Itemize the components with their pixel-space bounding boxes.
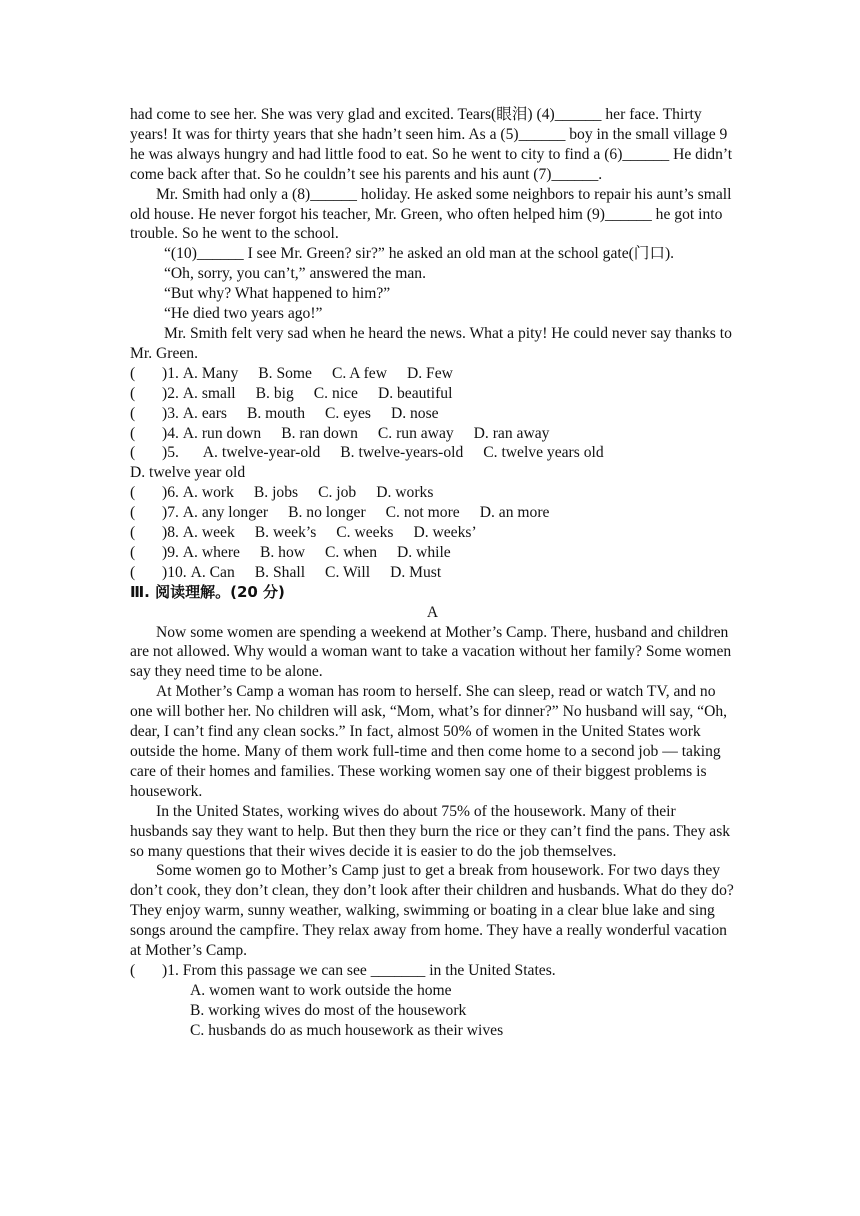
reading-option-b: B. working wives do most of the housework — [190, 1001, 467, 1019]
passage-paragraph-4: Some women go to Mother’s Camp just to get a break from housework. For two days they don’t cook, they don’t clean, they don’t look after their children and husbands. What do they do? They enjoy warm, sunny weather, walking, swimming or boating in a clear blue lake and sing songs around the campfire. They relax away from home. They have a really wonderful vacation at Mother’s Camp. — [130, 862, 734, 960]
section-heading-reading: Ⅲ. 阅读理解。(20 分) — [130, 582, 285, 601]
question-row: ( )1. A. Many B. Some C. A few D. Few — [130, 364, 453, 382]
question-row: ( )7. A. any longer B. no longer C. not more D. an more — [130, 504, 550, 522]
story-paragraph-1: had come to see her. She was very glad and excited. Tears(眼泪) (4)______ her face. Thirty years! It was for thirty years that she hadn’t seen him. As a (5)______ boy in the small village 9 he was always hungry and had little food to eat. So he went to city to find a (6)______ He didn’t come back after that. So he couldn’t see his parents and his aunt (7)______. — [130, 106, 733, 183]
question-row: ( )8. A. week B. week’s C. weeks D. weeks’ — [130, 524, 477, 542]
dialogue-line-1: “Oh, sorry, you can’t,” answered the man. — [164, 265, 426, 283]
story-paragraph-2: Mr. Smith had only a (8)______ holiday. He asked some neighbors to repair his aunt’s small old house. He never forgot his teacher, Mr. Green, who often helped him (9)______ he got into trouble. So he went to the school. — [130, 185, 732, 243]
cloze-questions — [130, 364, 735, 583]
passage-label: A — [426, 603, 439, 621]
question-row: ( )2. A. small B. big C. nice D. beautiful — [130, 384, 453, 402]
passage-paragraph-3: In the United States, working wives do about 75% of the housework. Many of their husbands say they want to help. But then they burn the rice or they can’t find the pans. They ask so many questions that their wives decide it is easier to do the job themselves. — [130, 802, 731, 860]
reading-question-1: ( )1. From this passage we can see _______ in the United States. — [130, 961, 556, 979]
passage-paragraph-2: At Mother’s Camp a woman has room to herself. She can sleep, read or watch TV, and no one will bother her. No children will ask, “Mom, what’s for dinner?” No husband will say, “Oh, dear, I can’t find any clean socks.” In fact, almost 50% of women in the United States work outside the home. Many of them work full-time and then come home to a second job — taking care of their homes and families. These working women say one of their biggest problems is housework. — [130, 683, 728, 800]
question-row: ( )5. A. twelve-year-old B. twelve-years-old C. twelve years oldD. twelve year old — [130, 444, 604, 482]
passage-paragraph-1: Now some women are spending a weekend at Mother’s Camp. There, husband and children are not allowed. Why would a woman want to take a vacation without her family? Some women say they need time to be alone. — [130, 623, 732, 681]
story-paragraph-4: Mr. Smith felt very sad when he heard the news. What a pity! He could never say thanks to Mr. Green. — [130, 324, 732, 362]
question-row: ( )9. A. where B. how C. when D. while — [130, 543, 451, 561]
dialogue-line-3: “He died two years ago!” — [164, 305, 323, 323]
question-row: ( )6. A. work B. jobs C. job D. works — [130, 484, 434, 502]
reading-option-c: C. husbands do as much housework as their wives — [190, 1021, 504, 1039]
question-row: ( )10. A. Can B. Shall C. Will D. Must — [130, 563, 442, 581]
question-row: ( )3. A. ears B. mouth C. eyes D. nose — [130, 404, 439, 422]
story-paragraph-3: “(10)______ I see Mr. Green? sir?” he asked an old man at the school gate(门口). — [164, 245, 675, 263]
dialogue-line-2: “But why? What happened to him?” — [164, 285, 391, 303]
question-row: ( )4. A. run down B. ran down C. run away D. ran away — [130, 424, 550, 442]
document-page — [130, 105, 735, 1041]
reading-option-a: A. women want to work outside the home — [190, 981, 452, 999]
